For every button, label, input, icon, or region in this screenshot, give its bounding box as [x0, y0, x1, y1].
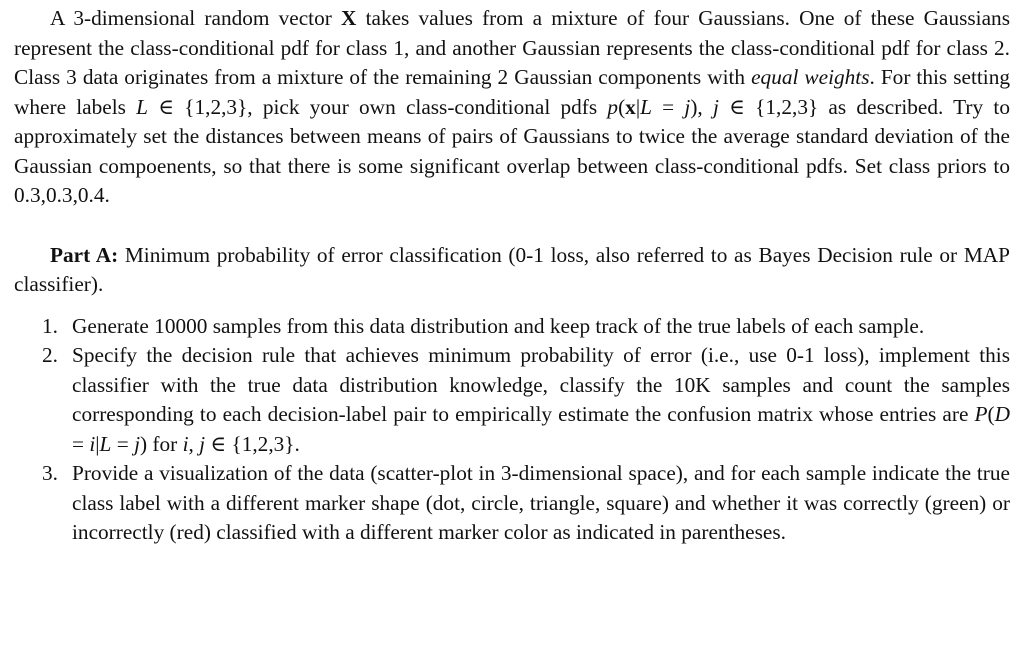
- part-a-paragraph: [14, 241, 1010, 300]
- list-item: [14, 459, 1010, 548]
- list-number: 2.: [42, 343, 58, 367]
- math-symbol: L: [99, 431, 112, 456]
- list-item-text: Provide a visualization of the data (scatter-plot in 3-dimensional space), and for each sample indicate the true class label with a different marker shape (dot, circle, triangle, square) and whether it was correctly (green) or incorrectly (red) classified with a different marker color as indicated in parentheses.: [72, 461, 1010, 544]
- math-symbol: ),: [690, 94, 713, 119]
- part-a-text: Minimum probability of error classification (0-1 loss, also referred to as Bayes Decision rule or MAP classifier).: [14, 242, 1010, 296]
- math-symbol: j: [199, 431, 206, 456]
- vector-symbol: X: [341, 6, 357, 30]
- intro-text: takes values from a mixture of four Gaussians. One of these Gaussians represent the class-conditional pdf for class 1, and another Gaussian represents the class-conditional pdf for class 2. Class 3 data originates from a mixture of the remaining 2 Gaussian components with: [14, 6, 1010, 89]
- list-number: 1.: [42, 313, 58, 338]
- math-symbol: i: [89, 431, 96, 456]
- math-symbol: ,: [188, 431, 200, 456]
- math-symbol: p: [607, 94, 619, 119]
- math-symbol: (: [618, 94, 626, 119]
- list-item-text: [72, 343, 1010, 456]
- math-symbol: i: [182, 431, 189, 456]
- list-item: [14, 341, 1010, 459]
- math-symbol: |: [635, 94, 641, 119]
- math-symbol: j: [684, 94, 691, 119]
- list-number: 3.: [42, 461, 58, 485]
- intro-text: ∈ {1,2,3} as described. Try to approximately set the distances between means of pairs of Gaussians to twice the average standard deviation of the Gaussian compoenents, so that there is some significant overlap between class-conditional pdfs. Set class priors to 0.3,0.3,0.4.: [14, 94, 1010, 207]
- list-item-text-part: ∈ {1,2,3}.: [205, 431, 300, 456]
- list-item-text-part: Specify the decision rule that achieves minimum probability of error (i.e., use 0-1 loss), implement this classifier with the true data distribution knowledge, classify the 10K samples and count the samples corresponding to each decision-label pair to empirically estimate the confusion matrix whose entries are: [72, 343, 1010, 426]
- list-item-text: Generate 10000 samples from this data distribution and keep track of the true labels of each sample.: [72, 313, 925, 338]
- list-item: [14, 312, 1010, 342]
- math-symbol: =: [72, 431, 90, 456]
- task-list: [14, 312, 1010, 548]
- math-symbol: |: [95, 431, 100, 456]
- emphasis-text: equal weights: [751, 65, 870, 89]
- intro-paragraph: [14, 4, 1010, 211]
- math-symbol: x: [625, 94, 636, 119]
- part-a-label: Part A:: [50, 242, 119, 267]
- math-symbol: L: [136, 94, 149, 119]
- paragraph-spacer: [14, 211, 1010, 241]
- math-symbol: D: [994, 402, 1010, 426]
- math-symbol: j: [134, 431, 140, 456]
- intro-text: A 3-dimensional random vector: [50, 6, 342, 30]
- math-symbol: j: [713, 94, 719, 119]
- math-symbol: =: [111, 431, 135, 456]
- math-symbol: (: [987, 402, 995, 426]
- math-symbol: L: [640, 94, 652, 119]
- list-item-text-part: ) for: [139, 431, 183, 456]
- intro-text: ∈ {1,2,3}, pick your own class-conditional pdfs: [148, 94, 608, 119]
- math-symbol: =: [651, 94, 685, 119]
- intro-text: . For this setting where labels: [14, 65, 1010, 119]
- math-symbol: P: [974, 402, 988, 426]
